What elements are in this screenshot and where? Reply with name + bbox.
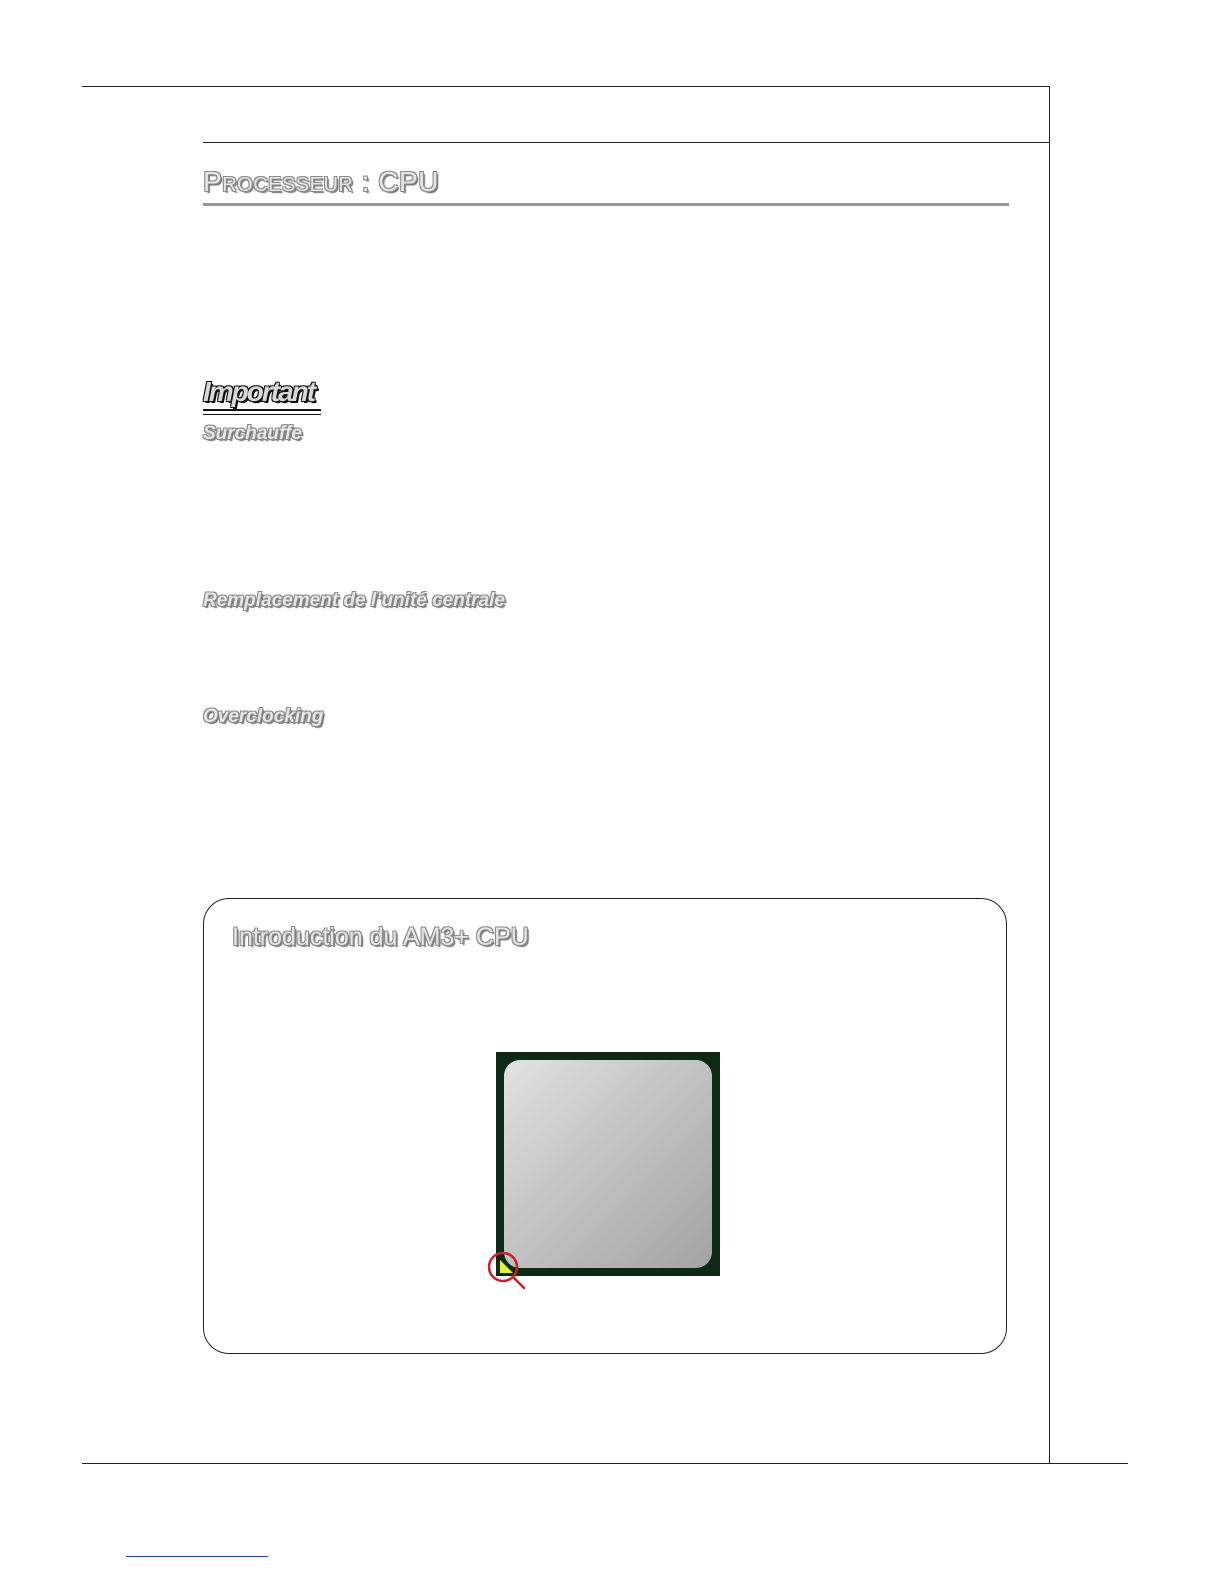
page-title: [203, 166, 439, 198]
important-underline: [203, 409, 321, 411]
header-rule: [203, 142, 1049, 143]
important-heading: Important: [203, 376, 315, 407]
subheading-overclocking: Overclocking: [203, 706, 324, 727]
page-title-rest: rocesseur: [222, 166, 354, 197]
magnifier-icon: [486, 1250, 528, 1292]
intro-box-title: Introduction du AM3+ CPU: [232, 923, 529, 951]
cpu-illustration: [496, 1052, 720, 1276]
subheading-surchauffe: Surchauffe: [203, 423, 302, 444]
bottom-rule: [82, 1463, 1128, 1464]
title-underline: [203, 203, 1009, 206]
cpu-heat-spreader: [504, 1060, 712, 1268]
page-title-suffix: : CPU: [353, 166, 439, 197]
page-title-initial: P: [203, 166, 223, 197]
important-underline-thin: [203, 414, 321, 415]
footer-link-underline: [126, 1556, 268, 1557]
right-margin-rule: [1049, 86, 1050, 1464]
top-rule: [82, 86, 1050, 87]
subheading-remplacement: Remplacement de l’unité centrale: [203, 590, 505, 611]
